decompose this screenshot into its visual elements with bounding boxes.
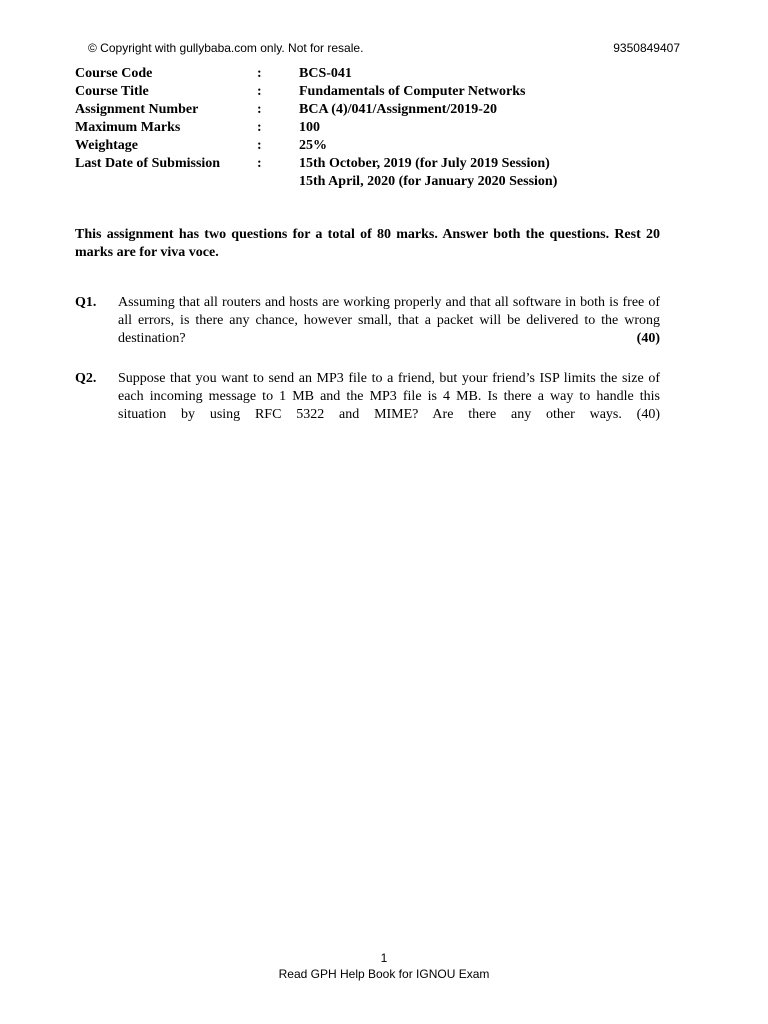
- maximum-marks-label: Maximum Marks: [75, 120, 181, 135]
- course-title-row: [75, 83, 557, 101]
- course-code-label: Course Code: [75, 66, 153, 81]
- submission-date-colon: :: [257, 156, 262, 171]
- weightage-row: [75, 137, 557, 155]
- phone-number: 9350849407: [613, 41, 680, 55]
- weightage-label: Weightage: [75, 138, 138, 153]
- question-1-number: Q1.: [75, 295, 97, 310]
- page-number: 1: [380, 951, 388, 965]
- course-title-value: Fundamentals of Computer Networks: [299, 84, 526, 99]
- course-info-table: [75, 65, 557, 191]
- assignment-number-label: Assignment Number: [75, 102, 199, 117]
- footer-note: Read GPH Help Book for IGNOU Exam: [278, 967, 490, 981]
- copyright-bar: [88, 40, 680, 56]
- course-title-colon: :: [257, 84, 262, 99]
- course-code-colon: :: [257, 66, 262, 81]
- question-1-marks: (40): [636, 331, 660, 346]
- submission-date-july: 15th October, 2019 (for July 2019 Session): [299, 156, 550, 171]
- maximum-marks-value: 100: [299, 120, 320, 135]
- page-footer: [0, 950, 768, 982]
- course-title-label: Course Title: [75, 84, 149, 99]
- copyright-notice: © Copyright with gullybaba.com only. Not for resale.: [88, 41, 364, 55]
- submission-date-row: [75, 155, 557, 191]
- question-2-text: Suppose that you want to send an MP3 file to a friend, but your friend’s ISP limits the size of each incoming message to 1 MB and the MP3 file is 4 MB. Is there a way to handle this situation by using RFC 5322 and MIME? Are there any other ways.: [118, 371, 660, 422]
- submission-date-label: Last Date of Submission: [75, 156, 221, 171]
- weightage-colon: :: [257, 138, 262, 153]
- assignment-number-row: [75, 101, 557, 119]
- assignment-number-colon: :: [257, 102, 262, 117]
- course-code-row: [75, 65, 557, 83]
- weightage-value: 25%: [299, 138, 327, 153]
- submission-date-values: [299, 155, 557, 191]
- question-2-number: Q2.: [75, 371, 97, 386]
- question-1-text: Assuming that all routers and hosts are working properly and that all software in both is free of all errors, is there any chance, however small, that a packet will be delivered to the wrong destination?: [118, 295, 660, 346]
- question-2: [75, 370, 660, 424]
- question-1: [75, 294, 660, 348]
- submission-date-january: 15th April, 2020 (for January 2020 Session): [299, 174, 558, 189]
- question-2-marks: (40): [636, 407, 660, 422]
- course-code-value: BCS-041: [299, 66, 352, 81]
- assignment-number-value: BCA (4)/041/Assignment/2019-20: [299, 102, 497, 117]
- maximum-marks-row: [75, 119, 557, 137]
- assignment-intro: This assignment has two questions for a total of 80 marks. Answer both the questions. Rest 20 marks are for viva voce.: [75, 227, 660, 260]
- question-2-body: [118, 370, 660, 424]
- question-1-body: [118, 294, 660, 348]
- maximum-marks-colon: :: [257, 120, 262, 135]
